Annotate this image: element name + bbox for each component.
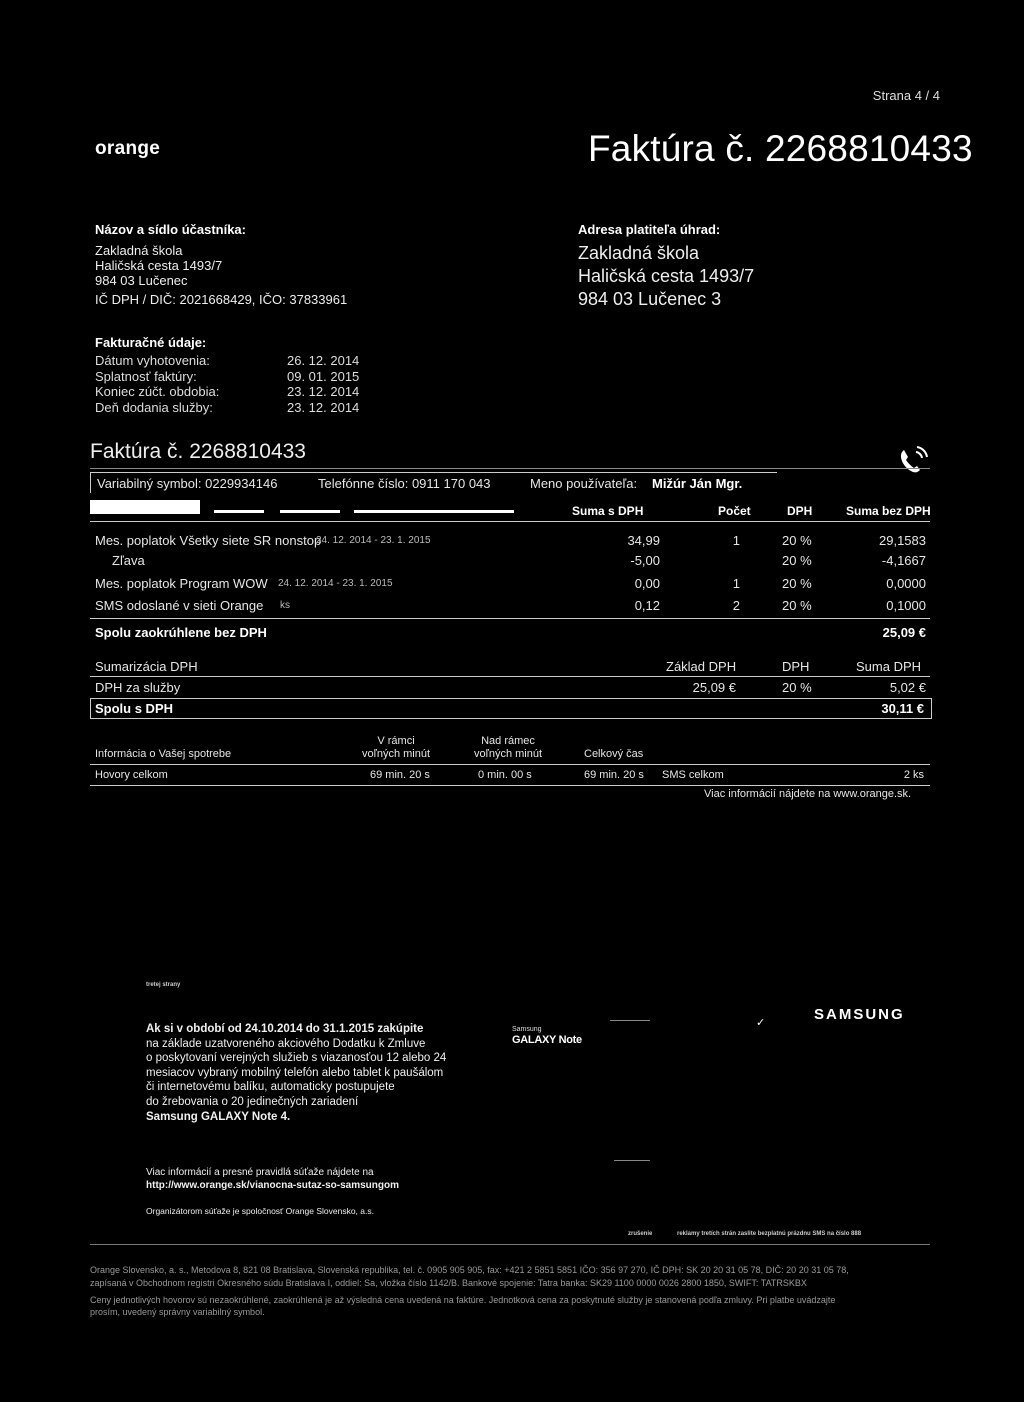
- billing-row-label: Koniec zúčt. obdobia:: [95, 384, 220, 399]
- footer: [90, 1264, 940, 1319]
- user-name-label: Meno používateľa:: [530, 476, 638, 491]
- billing-label: Fakturačné údaje:: [95, 335, 207, 350]
- redacted-block: [280, 510, 340, 513]
- vat-header-amount: Suma DPH: [856, 659, 922, 674]
- footer-line: prosím, uvedený správny variabilný symbol.: [90, 1307, 265, 1318]
- vat-row-amount: 5,02 €: [889, 680, 926, 695]
- vat-row-base: 25,09 €: [692, 680, 736, 695]
- billing-row-value: 23. 12. 2014: [287, 384, 360, 399]
- brand-logo: orange: [95, 138, 161, 159]
- divider: [90, 468, 930, 469]
- usage-col-total: Celkový čas: [584, 748, 644, 760]
- redacted-block: [214, 510, 264, 513]
- usage-col-line: voľných minút: [362, 748, 431, 760]
- item-vat: 20 %: [782, 533, 812, 548]
- item-vat: 20 %: [782, 576, 812, 591]
- item-name: Zľava: [112, 553, 145, 568]
- item-without-vat: 0,1000: [886, 598, 926, 613]
- vat-summary-title: Sumarizácia DPH: [95, 659, 198, 674]
- sms-total-value: 2 ks: [903, 769, 924, 781]
- redacted-block: [90, 500, 200, 514]
- billing-row: [95, 400, 359, 416]
- divider: [90, 618, 930, 619]
- billing-row: [95, 369, 359, 385]
- billing-row-label: Deň dodania služby:: [95, 399, 213, 415]
- promo-text: [146, 1022, 446, 1124]
- billing-row-value: 23. 12. 2014: [287, 399, 360, 415]
- total-with-vat-value: 30,11 €: [881, 701, 924, 716]
- usage-row-label: Hovory celkom: [95, 769, 168, 781]
- item-count: 2: [732, 598, 740, 613]
- promo-rules-line: Viac informácií a presné pravidlá súťaže nájdete na: [146, 1167, 374, 1178]
- billing-row-value: 09. 01. 2015: [287, 368, 360, 384]
- item-period: 24. 12. 2014 - 23. 1. 2015: [316, 535, 431, 546]
- payer-line: 984 03 Lučenec 3: [578, 289, 722, 309]
- galaxy-note-logo: GALAXY Note: [512, 1034, 582, 1046]
- payer-line: Zakladná škola: [578, 243, 700, 263]
- participant-line: 984 03 Lučenec: [95, 273, 188, 288]
- participant-label: Názov a sídlo účastníka:: [95, 222, 246, 237]
- section-invoice-title: Faktúra č. 2268810433: [90, 440, 306, 463]
- more-info-link[interactable]: Viac informácií nájdete na www.orange.sk.: [704, 788, 912, 800]
- billing-row-label: Splatnosť faktúry:: [95, 368, 197, 384]
- divider: [90, 785, 930, 786]
- promo-line: Ak si v období od 24.10.2014 do 31.1.2015 zakúpite: [146, 1023, 424, 1035]
- billing-details: [95, 353, 359, 415]
- promo-line: či internetovému balíku, automaticky postupujete: [146, 1081, 395, 1094]
- billing-row-label: Dátum vyhotovenia:: [95, 353, 210, 368]
- promo-line: do žrebovania o 20 jedinečných zariadení: [146, 1095, 359, 1108]
- phone-number: Telefónne číslo: 0911 170 043: [318, 476, 491, 491]
- item-period: 24. 12. 2014 - 23. 1. 2015: [278, 578, 393, 589]
- participant-tax: IČ DPH / DIČ: 2021668429, IČO: 37833961: [95, 292, 348, 307]
- item-without-vat: 29,1583: [879, 533, 926, 548]
- promo-optout-label: zrušenie: [628, 1231, 653, 1237]
- usage-col-free: [362, 735, 430, 761]
- item-unit: ks: [280, 600, 290, 611]
- usage-in-free: 69 min. 20 s: [370, 769, 430, 781]
- item-without-vat: -4,1667: [881, 553, 926, 568]
- payer-label: Adresa platiteľa úhrad:: [578, 222, 721, 237]
- usage-col-line: V rámci: [377, 735, 415, 747]
- vat-header-rate: DPH: [782, 659, 810, 674]
- phone-icon: [896, 444, 930, 478]
- item-with-vat: 0,12: [634, 598, 660, 613]
- vat-header-base: Základ DPH: [666, 659, 737, 674]
- divider: [614, 1160, 650, 1161]
- divider: [610, 1020, 650, 1021]
- col-header-with-vat: Suma s DPH: [572, 504, 644, 518]
- invoice-title: Faktúra č. 2268810433: [588, 128, 973, 169]
- promo-line: o poskytovaní verejných služieb s viazanosťou 12 alebo 24: [146, 1052, 447, 1065]
- total-without-vat-label: Spolu zaokrúhlene bez DPH: [95, 625, 267, 640]
- item-vat: 20 %: [782, 553, 812, 568]
- redacted-block: [354, 510, 514, 513]
- col-header-count: Počet: [718, 504, 751, 518]
- divider: [90, 1244, 930, 1245]
- item-name: SMS odoslané v sieti Orange: [95, 598, 264, 613]
- participant-line: Zakladná škola: [95, 243, 183, 258]
- total-without-vat-value: 25,09 €: [882, 625, 926, 640]
- promo-line: na základe uzatvoreného akciového Dodatku k Zmluve: [146, 1037, 426, 1050]
- sms-total-label: SMS celkom: [662, 769, 724, 781]
- footer-line: Orange Slovensko, a. s., Metodova 8, 821 08 Bratislava, Slovenská republika, tel. č. 0905 905 905, fax: +421 2 5851 5851 IČO: 356 97 270, IČ DPH: SK 20 20 31 05 78, DIČ: 20 20 31 05 78,: [90, 1265, 849, 1275]
- billing-row: [95, 384, 359, 400]
- item-without-vat: 0,0000: [886, 576, 926, 591]
- divider: [90, 764, 930, 765]
- item-with-vat: 34,99: [627, 533, 660, 548]
- participant-address: [95, 243, 222, 288]
- item-with-vat: -5,00: [630, 553, 660, 568]
- vat-row-label: DPH za služby: [95, 680, 181, 695]
- billing-row: [95, 353, 359, 369]
- participant-line: Haličská cesta 1493/7: [95, 258, 223, 273]
- vat-row-rate: 20 %: [782, 680, 812, 695]
- promo-line: mesiacov vybraný mobilný telefón alebo tablet k paušálom: [146, 1066, 444, 1079]
- promo-optout-text: reklamy tretích strán zaslite bezplatnú prázdnu SMS na číslo 888: [677, 1231, 862, 1237]
- user-name: Mižúr Ján Mgr.: [652, 476, 743, 491]
- divider: [90, 676, 930, 677]
- item-count: 1: [732, 533, 740, 548]
- item-name: Mes. poplatok Všetky siete SR nonstop: [95, 533, 322, 548]
- total-with-vat-label: Spolu s DPH: [95, 701, 174, 716]
- usage-total: 69 min. 20 s: [584, 769, 644, 781]
- usage-col-line: Nad rámec: [481, 735, 535, 747]
- billing-row-value: 26. 12. 2014: [287, 353, 360, 368]
- payer-address: [578, 242, 754, 311]
- page-number: Strana 4 / 4: [872, 88, 940, 103]
- footer-line: Ceny jednotlivých hovorov sú nezaokrúhlené, zaokrúhlená je až výsledná cena uvedená na faktúre. Jednotková cena za poskytnuté služby je stanovená podľa zmluvy. Pri platbe uvádzajte: [90, 1294, 836, 1305]
- promo-small-heading: tretej strany: [146, 982, 181, 988]
- check-icon: ✓: [756, 1017, 766, 1029]
- promo-organizer: Organizátorom súťaže je spoločnosť Orange Slovensko, a.s.: [146, 1206, 374, 1216]
- usage-col-over: [474, 735, 542, 761]
- item-name: Mes. poplatok Program WOW: [95, 576, 268, 591]
- usage-col-line: voľných minút: [474, 748, 543, 760]
- col-header-without-vat: Suma bez DPH: [846, 504, 931, 518]
- divider: [90, 521, 930, 522]
- promo-rules: [146, 1166, 399, 1192]
- promo-line: Samsung GALAXY Note 4.: [146, 1110, 291, 1123]
- samsung-small-label: Samsung: [512, 1026, 542, 1033]
- footer-line: zapísaná v Obchodnom registri Okresného súdu Bratislava I, oddiel: Sa, vložka číslo 1142/B. Bankové spojenie: Tatra banka: SK29 1100 0000 0026 2800 1850, SWIFT: TATRSKBX: [90, 1277, 807, 1288]
- item-vat: 20 %: [782, 598, 812, 613]
- samsung-logo: SAMSUNG: [814, 1006, 905, 1023]
- item-count: 1: [732, 576, 740, 591]
- variable-symbol: Variabilný symbol: 0229934146: [97, 476, 278, 491]
- item-with-vat: 0,00: [634, 576, 660, 591]
- promo-rules-link[interactable]: http://www.orange.sk/vianocna-sutaz-so-samsungom: [146, 1180, 399, 1191]
- col-header-vat: DPH: [787, 504, 813, 518]
- usage-over-free: 0 min. 00 s: [478, 769, 532, 781]
- usage-title: Informácia o Vašej spotrebe: [95, 748, 232, 760]
- payer-line: Haličská cesta 1493/7: [578, 266, 755, 286]
